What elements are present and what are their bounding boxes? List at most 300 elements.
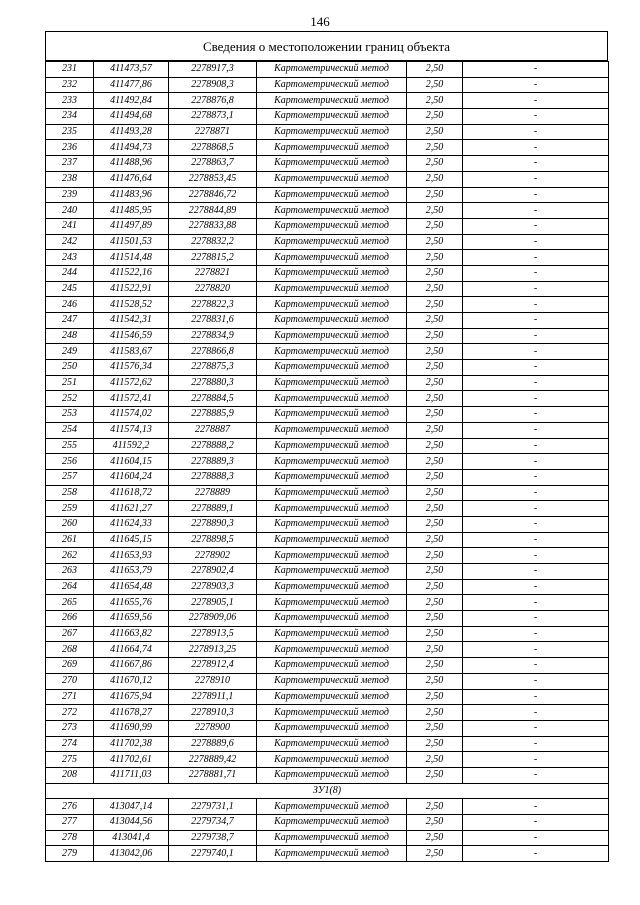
description-cell: -	[463, 62, 609, 78]
description-cell: -	[463, 846, 609, 862]
coord-x-cell: 411653,79	[94, 564, 169, 580]
coord-y-cell: 2278868,5	[169, 140, 257, 156]
method-cell: Картометрический метод	[257, 250, 407, 266]
point-number-cell: 252	[46, 391, 94, 407]
coord-x-cell: 411546,59	[94, 328, 169, 344]
precision-cell: 2,50	[407, 815, 463, 831]
point-number-cell: 248	[46, 328, 94, 344]
coord-x-cell: 411514,48	[94, 250, 169, 266]
point-number-cell: 269	[46, 658, 94, 674]
table-row	[46, 187, 609, 203]
coord-y-cell: 2278853,45	[169, 171, 257, 187]
precision-cell: 2,50	[407, 752, 463, 768]
precision-cell: 2,50	[407, 109, 463, 125]
description-cell: -	[463, 391, 609, 407]
description-cell: -	[463, 767, 609, 783]
point-number-cell: 232	[46, 77, 94, 93]
coord-y-cell: 2279734,7	[169, 815, 257, 831]
coord-y-cell: 2278821	[169, 265, 257, 281]
table-row	[46, 422, 609, 438]
coord-x-cell: 411572,62	[94, 375, 169, 391]
table-row	[46, 375, 609, 391]
method-cell: Картометрический метод	[257, 846, 407, 862]
precision-cell: 2,50	[407, 328, 463, 344]
coord-y-cell: 2278909,06	[169, 611, 257, 627]
precision-cell: 2,50	[407, 846, 463, 862]
description-cell: -	[463, 830, 609, 846]
description-cell: -	[463, 344, 609, 360]
coord-y-cell: 2278885,9	[169, 407, 257, 423]
method-cell: Картометрический метод	[257, 579, 407, 595]
precision-cell: 2,50	[407, 124, 463, 140]
coord-y-cell: 2278831,6	[169, 313, 257, 329]
table-row	[46, 391, 609, 407]
description-cell: -	[463, 611, 609, 627]
point-number-cell: 277	[46, 815, 94, 831]
coord-x-cell: 411492,84	[94, 93, 169, 109]
coord-x-cell: 411483,96	[94, 187, 169, 203]
coord-y-cell: 2278908,3	[169, 77, 257, 93]
precision-cell: 2,50	[407, 626, 463, 642]
description-cell: -	[463, 171, 609, 187]
point-number-cell: 251	[46, 375, 94, 391]
method-cell: Картометрический метод	[257, 626, 407, 642]
point-number-cell: 254	[46, 422, 94, 438]
method-cell: Картометрический метод	[257, 109, 407, 125]
point-number-cell: 241	[46, 218, 94, 234]
table-row	[46, 532, 609, 548]
precision-cell: 2,50	[407, 642, 463, 658]
description-cell: -	[463, 265, 609, 281]
description-cell: -	[463, 736, 609, 752]
method-cell: Картометрический метод	[257, 815, 407, 831]
point-number-cell: 247	[46, 313, 94, 329]
method-cell: Картометрический метод	[257, 234, 407, 250]
method-cell: Картометрический метод	[257, 548, 407, 564]
method-cell: Картометрический метод	[257, 752, 407, 768]
method-cell: Картометрический метод	[257, 313, 407, 329]
description-cell: -	[463, 564, 609, 580]
coord-y-cell: 2278902	[169, 548, 257, 564]
method-cell: Картометрический метод	[257, 375, 407, 391]
section-label: ЗУ1(8)	[46, 783, 609, 799]
description-cell: -	[463, 313, 609, 329]
coord-x-cell: 411675,94	[94, 689, 169, 705]
precision-cell: 2,50	[407, 830, 463, 846]
table-row	[46, 830, 609, 846]
method-cell: Картометрический метод	[257, 344, 407, 360]
precision-cell: 2,50	[407, 407, 463, 423]
coord-y-cell: 2278815,2	[169, 250, 257, 266]
point-number-cell: 245	[46, 281, 94, 297]
method-cell: Картометрический метод	[257, 564, 407, 580]
description-cell: -	[463, 658, 609, 674]
method-cell: Картометрический метод	[257, 438, 407, 454]
table-row	[46, 579, 609, 595]
table-row	[46, 815, 609, 831]
table-row	[46, 93, 609, 109]
coord-x-cell: 413041,4	[94, 830, 169, 846]
coord-x-cell: 413044,56	[94, 815, 169, 831]
table-row	[46, 109, 609, 125]
coord-y-cell: 2278911,1	[169, 689, 257, 705]
method-cell: Картометрический метод	[257, 265, 407, 281]
description-cell: -	[463, 501, 609, 517]
precision-cell: 2,50	[407, 548, 463, 564]
point-number-cell: 208	[46, 767, 94, 783]
precision-cell: 2,50	[407, 234, 463, 250]
precision-cell: 2,50	[407, 344, 463, 360]
point-number-cell: 235	[46, 124, 94, 140]
description-cell: -	[463, 799, 609, 815]
method-cell: Картометрический метод	[257, 689, 407, 705]
point-number-cell: 231	[46, 62, 94, 78]
coord-y-cell: 2278889,3	[169, 454, 257, 470]
method-cell: Картометрический метод	[257, 485, 407, 501]
precision-cell: 2,50	[407, 501, 463, 517]
point-number-cell: 273	[46, 720, 94, 736]
table-row	[46, 767, 609, 783]
precision-cell: 2,50	[407, 156, 463, 172]
coord-x-cell: 411476,64	[94, 171, 169, 187]
method-cell: Картометрический метод	[257, 422, 407, 438]
coordinates-sheet	[45, 31, 608, 862]
coord-x-cell: 411664,74	[94, 642, 169, 658]
table-row	[46, 501, 609, 517]
point-number-cell: 263	[46, 564, 94, 580]
coord-x-cell: 411711,03	[94, 767, 169, 783]
method-cell: Картометрический метод	[257, 140, 407, 156]
description-cell: -	[463, 203, 609, 219]
method-cell: Картометрический метод	[257, 830, 407, 846]
description-cell: -	[463, 626, 609, 642]
point-number-cell: 258	[46, 485, 94, 501]
table-row	[46, 124, 609, 140]
precision-cell: 2,50	[407, 579, 463, 595]
precision-cell: 2,50	[407, 689, 463, 705]
method-cell: Картометрический метод	[257, 516, 407, 532]
coord-y-cell: 2278900	[169, 720, 257, 736]
method-cell: Картометрический метод	[257, 93, 407, 109]
coord-x-cell: 413047,14	[94, 799, 169, 815]
description-cell: -	[463, 752, 609, 768]
description-cell: -	[463, 720, 609, 736]
point-number-cell: 268	[46, 642, 94, 658]
point-number-cell: 237	[46, 156, 94, 172]
point-number-cell: 238	[46, 171, 94, 187]
precision-cell: 2,50	[407, 187, 463, 203]
precision-cell: 2,50	[407, 77, 463, 93]
precision-cell: 2,50	[407, 422, 463, 438]
coord-y-cell: 2278903,3	[169, 579, 257, 595]
point-number-cell: 261	[46, 532, 94, 548]
coord-x-cell: 411473,57	[94, 62, 169, 78]
precision-cell: 2,50	[407, 171, 463, 187]
coord-x-cell: 411678,27	[94, 705, 169, 721]
method-cell: Картометрический метод	[257, 501, 407, 517]
precision-cell: 2,50	[407, 705, 463, 721]
description-cell: -	[463, 77, 609, 93]
method-cell: Картометрический метод	[257, 658, 407, 674]
coord-y-cell: 2278871	[169, 124, 257, 140]
method-cell: Картометрический метод	[257, 611, 407, 627]
coord-y-cell: 2278834,9	[169, 328, 257, 344]
precision-cell: 2,50	[407, 62, 463, 78]
description-cell: -	[463, 642, 609, 658]
description-cell: -	[463, 109, 609, 125]
precision-cell: 2,50	[407, 799, 463, 815]
table-row	[46, 564, 609, 580]
precision-cell: 2,50	[407, 203, 463, 219]
table-row	[46, 218, 609, 234]
table-row	[46, 469, 609, 485]
description-cell: -	[463, 815, 609, 831]
coord-x-cell: 411494,73	[94, 140, 169, 156]
precision-cell: 2,50	[407, 564, 463, 580]
precision-cell: 2,50	[407, 281, 463, 297]
point-number-cell: 243	[46, 250, 94, 266]
coord-y-cell: 2278913,5	[169, 626, 257, 642]
description-cell: -	[463, 250, 609, 266]
coord-x-cell: 411592,2	[94, 438, 169, 454]
table-row	[46, 705, 609, 721]
coord-x-cell: 411501,53	[94, 234, 169, 250]
coord-y-cell: 2278866,8	[169, 344, 257, 360]
coord-x-cell: 411574,13	[94, 422, 169, 438]
table-row	[46, 313, 609, 329]
description-cell: -	[463, 422, 609, 438]
precision-cell: 2,50	[407, 611, 463, 627]
coord-x-cell: 411497,89	[94, 218, 169, 234]
method-cell: Картометрический метод	[257, 673, 407, 689]
coord-x-cell: 411655,76	[94, 595, 169, 611]
point-number-cell: 275	[46, 752, 94, 768]
point-number-cell: 233	[46, 93, 94, 109]
coord-x-cell: 411604,15	[94, 454, 169, 470]
point-number-cell: 262	[46, 548, 94, 564]
coord-y-cell: 2279731,1	[169, 799, 257, 815]
coord-x-cell: 413042,06	[94, 846, 169, 862]
table-row	[46, 344, 609, 360]
coord-y-cell: 2278898,5	[169, 532, 257, 548]
precision-cell: 2,50	[407, 673, 463, 689]
method-cell: Картометрический метод	[257, 77, 407, 93]
coordinates-table	[45, 61, 609, 862]
coord-y-cell: 2278881,71	[169, 767, 257, 783]
point-number-cell: 279	[46, 846, 94, 862]
coord-x-cell: 411522,91	[94, 281, 169, 297]
page-number: 146	[310, 14, 330, 29]
table-row	[46, 595, 609, 611]
coord-x-cell: 411670,12	[94, 673, 169, 689]
section-row	[46, 783, 609, 799]
method-cell: Картометрический метод	[257, 187, 407, 203]
coord-x-cell: 411572,41	[94, 391, 169, 407]
table-row	[46, 281, 609, 297]
description-cell: -	[463, 689, 609, 705]
description-cell: -	[463, 281, 609, 297]
precision-cell: 2,50	[407, 658, 463, 674]
point-number-cell: 259	[46, 501, 94, 517]
method-cell: Картометрический метод	[257, 642, 407, 658]
coord-y-cell: 2278832,2	[169, 234, 257, 250]
coord-x-cell: 411542,31	[94, 313, 169, 329]
point-number-cell: 236	[46, 140, 94, 156]
precision-cell: 2,50	[407, 720, 463, 736]
coord-y-cell: 2278905,1	[169, 595, 257, 611]
point-number-cell: 260	[46, 516, 94, 532]
point-number-cell: 244	[46, 265, 94, 281]
table-row	[46, 658, 609, 674]
coord-y-cell: 2278876,8	[169, 93, 257, 109]
method-cell: Картометрический метод	[257, 328, 407, 344]
method-cell: Картометрический метод	[257, 767, 407, 783]
method-cell: Картометрический метод	[257, 799, 407, 815]
table-row	[46, 454, 609, 470]
coord-x-cell: 411493,28	[94, 124, 169, 140]
coord-x-cell: 411653,93	[94, 548, 169, 564]
method-cell: Картометрический метод	[257, 171, 407, 187]
point-number-cell: 267	[46, 626, 94, 642]
point-number-cell: 249	[46, 344, 94, 360]
table-row	[46, 234, 609, 250]
point-number-cell: 246	[46, 297, 94, 313]
table-row	[46, 156, 609, 172]
coord-y-cell: 2278889	[169, 485, 257, 501]
coord-y-cell: 2278888,3	[169, 469, 257, 485]
point-number-cell: 257	[46, 469, 94, 485]
table-row	[46, 642, 609, 658]
coord-x-cell: 411528,52	[94, 297, 169, 313]
coord-x-cell: 411659,56	[94, 611, 169, 627]
point-number-cell: 239	[46, 187, 94, 203]
coord-y-cell: 2279738,7	[169, 830, 257, 846]
coord-x-cell: 411522,16	[94, 265, 169, 281]
coord-y-cell: 2278913,25	[169, 642, 257, 658]
precision-cell: 2,50	[407, 218, 463, 234]
table-row	[46, 140, 609, 156]
method-cell: Картометрический метод	[257, 124, 407, 140]
table-row	[46, 171, 609, 187]
coord-x-cell: 411477,86	[94, 77, 169, 93]
coord-x-cell: 411702,38	[94, 736, 169, 752]
description-cell: -	[463, 454, 609, 470]
coord-x-cell: 411485,95	[94, 203, 169, 219]
coord-y-cell: 2278873,1	[169, 109, 257, 125]
table-row	[46, 328, 609, 344]
table-row	[46, 611, 609, 627]
coord-y-cell: 2278844,89	[169, 203, 257, 219]
precision-cell: 2,50	[407, 375, 463, 391]
table-row	[46, 265, 609, 281]
point-number-cell: 272	[46, 705, 94, 721]
method-cell: Картометрический метод	[257, 360, 407, 376]
description-cell: -	[463, 485, 609, 501]
description-cell: -	[463, 187, 609, 203]
point-number-cell: 242	[46, 234, 94, 250]
coord-y-cell: 2278888,2	[169, 438, 257, 454]
coord-x-cell: 411667,86	[94, 658, 169, 674]
coord-x-cell: 411690,99	[94, 720, 169, 736]
description-cell: -	[463, 705, 609, 721]
table-row	[46, 250, 609, 266]
coord-x-cell: 411583,67	[94, 344, 169, 360]
method-cell: Картометрический метод	[257, 297, 407, 313]
table-row	[46, 62, 609, 78]
table-row	[46, 203, 609, 219]
method-cell: Картометрический метод	[257, 705, 407, 721]
precision-cell: 2,50	[407, 297, 463, 313]
description-cell: -	[463, 407, 609, 423]
table-row	[46, 799, 609, 815]
coord-x-cell: 411576,34	[94, 360, 169, 376]
precision-cell: 2,50	[407, 93, 463, 109]
coord-y-cell: 2278910	[169, 673, 257, 689]
description-cell: -	[463, 673, 609, 689]
coord-y-cell: 2278910,3	[169, 705, 257, 721]
description-cell: -	[463, 328, 609, 344]
description-cell: -	[463, 297, 609, 313]
coord-y-cell: 2278917,3	[169, 62, 257, 78]
description-cell: -	[463, 579, 609, 595]
method-cell: Картометрический метод	[257, 62, 407, 78]
coord-x-cell: 411618,72	[94, 485, 169, 501]
table-row	[46, 516, 609, 532]
precision-cell: 2,50	[407, 265, 463, 281]
point-number-cell: 278	[46, 830, 94, 846]
point-number-cell: 256	[46, 454, 94, 470]
point-number-cell: 274	[46, 736, 94, 752]
point-number-cell: 271	[46, 689, 94, 705]
coord-x-cell: 411663,82	[94, 626, 169, 642]
coord-y-cell: 2278890,3	[169, 516, 257, 532]
table-row	[46, 77, 609, 93]
point-number-cell: 240	[46, 203, 94, 219]
method-cell: Картометрический метод	[257, 736, 407, 752]
description-cell: -	[463, 469, 609, 485]
description-cell: -	[463, 595, 609, 611]
coord-x-cell: 411574,02	[94, 407, 169, 423]
method-cell: Картометрический метод	[257, 720, 407, 736]
method-cell: Картометрический метод	[257, 454, 407, 470]
sheet-header: Сведения о местоположении границ объекта	[45, 31, 608, 61]
table-row	[46, 846, 609, 862]
coord-y-cell: 2278887	[169, 422, 257, 438]
description-cell: -	[463, 218, 609, 234]
coord-y-cell: 2278822,3	[169, 297, 257, 313]
coord-y-cell: 2278889,1	[169, 501, 257, 517]
table-row	[46, 626, 609, 642]
coord-x-cell: 411621,27	[94, 501, 169, 517]
point-number-cell: 250	[46, 360, 94, 376]
table-row	[46, 438, 609, 454]
precision-cell: 2,50	[407, 532, 463, 548]
table-row	[46, 752, 609, 768]
coord-y-cell: 2278875,3	[169, 360, 257, 376]
method-cell: Картометрический метод	[257, 595, 407, 611]
precision-cell: 2,50	[407, 485, 463, 501]
method-cell: Картометрический метод	[257, 407, 407, 423]
coord-x-cell: 411645,15	[94, 532, 169, 548]
coord-x-cell: 411604,24	[94, 469, 169, 485]
description-cell: -	[463, 532, 609, 548]
point-number-cell: 266	[46, 611, 94, 627]
table-row	[46, 548, 609, 564]
description-cell: -	[463, 234, 609, 250]
point-number-cell: 264	[46, 579, 94, 595]
method-cell: Картометрический метод	[257, 203, 407, 219]
coord-y-cell: 2278846,72	[169, 187, 257, 203]
